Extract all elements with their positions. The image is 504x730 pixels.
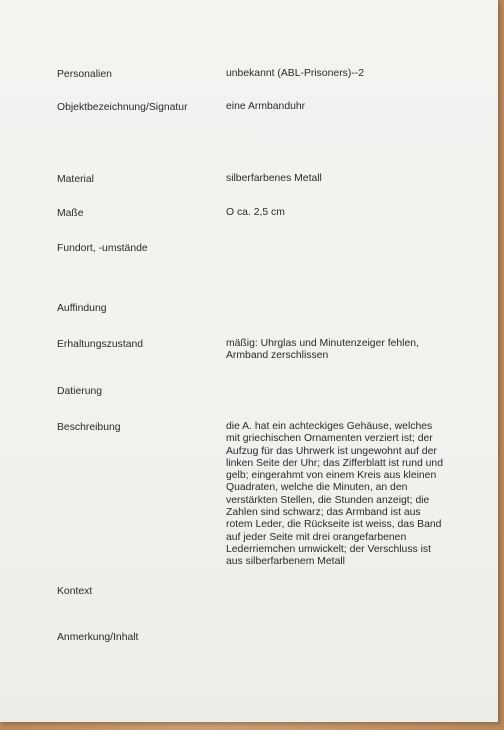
field-label-objektbezeichnung: Objektbezeichnung/Signatur xyxy=(57,102,188,113)
field-label-fundort: Fundort, -umstände xyxy=(57,243,148,254)
field-label-auffindung: Auffindung xyxy=(57,303,107,314)
field-value-objektbezeichnung: eine Armbanduhr xyxy=(226,101,306,112)
field-label-anmerkung: Anmerkung/Inhalt xyxy=(57,632,139,643)
field-value-personalien: unbekannt (ABL-Prisoners)--2 xyxy=(226,68,365,79)
field-label-kontext: Kontext xyxy=(57,586,93,597)
field-label-datierung: Datierung xyxy=(57,386,103,397)
field-value-material: silberfarbenes Metall xyxy=(226,173,322,184)
field-value-erhaltungszustand: mäßig: Uhrglas und Minutenzeiger fehlen, Armband zerschlissen xyxy=(226,338,419,362)
field-label-material: Material xyxy=(57,174,94,185)
field-label-personalien: Personalien xyxy=(57,69,112,80)
field-value-masse: O ca. 2,5 cm xyxy=(226,207,285,218)
field-label-erhaltungszustand: Erhaltungszustand xyxy=(57,339,144,350)
field-label-masse: Maße xyxy=(57,208,84,219)
field-label-beschreibung: Beschreibung xyxy=(57,422,121,433)
field-value-beschreibung: die A. hat ein achteckiges Gehäuse, welches mit griechischen Ornamenten verziert ist; der Aufzug für das Uhrwerk ist ungewohnt auf der linken Seite der Uhr; das Zifferblatt ist rund und gelb; eingerahmt von einem Kreis aus kleinen Quadraten, welche die Minuten, an den verstärkten Stellen, die Stunden anzeigt; die Zahlen sind schwarz; das Armband ist aus rotem Leder, die Rückseite ist weiss, das Band auf jeder Seite mit drei orangefarbenen Lederriemchen umwickelt; der Verschluss ist aus silberfarbenem Metall xyxy=(226,421,443,568)
